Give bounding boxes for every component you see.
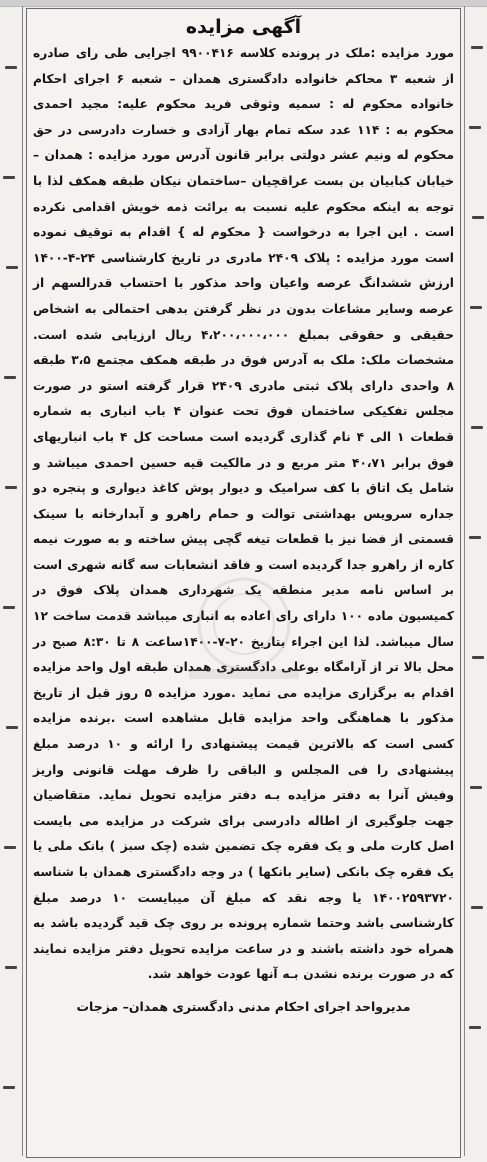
text-fragment-mark bbox=[469, 536, 481, 539]
text-fragment-mark bbox=[3, 176, 15, 179]
text-fragment-mark bbox=[3, 1086, 15, 1089]
text-fragment-mark bbox=[470, 786, 482, 789]
notice-body: مورد مزایده :ملک در پرونده کلاسه ۹۹۰۰۴۱۶ اجرایی طی رای صادره از شعبه ۳ محاکم خانواده دادگستری همدان – شعبه ۶ اجرای احکام خانواده محکوم له : سمیه وثوقی فرید محکوم علیه: مجید احمدی محکوم به : ۱۱۴ عدد سکه تمام بهار آزادی و خسارت دادرسی در حق محکوم له ونیم عشر دولتی برابر قانون آدرس مورد مزایده : همدان – خیابان کبابیان بن بست عراقچیان –ساختمان نیکان طبقه همکف لذا با توجه به اینکه محکوم علیه نسبت به برائت ذمه خویش اقدامی نکرده است . این اجرا به درخواست { محکوم له } اقدام به توقیف نموده است مورد مزایده : پلاک ۲۴۰۹ مادری در تاریخ کارشناسی ۲۴-۴-۱۴۰۰ ارزش ششدانگ عرصه واعیان واحد مذکور با احتساب قدرالسهم از عرصه وسایر مشاعات بدون در نظر گرفتن بدهی احتمالی به اشخاص حقیقی و حقوقی بمبلغ ۴،۲۰۰،۰۰۰،۰۰۰ ریال ارزیابی شده است. مشخصات ملک: ملک به آدرس فوق در طبقه همکف مجتمع ۳،۵ طبقه ۸ واحدی دارای پلاک ثبتی مادری ۲۴۰۹ قرار گرفته استو در صورت مجلس تفکیکی ساختمان فوق تحت عنوان ۴ باب انباری به شماره قطعات ۱ الی ۴ نام گذاری گردیده است مساحت کل ۴ باب انباریهای فوق برابر ۴۰،۷۱ متر مربع و در مالکیت قیه حسین احمدی میباشد و شامل یک اتاق با کف سرامیک و دیوار پوش کاغذ دیواری و پنجره دو جداره سرویس بهداشتی توالت و حمام راهرو و آبدارخانه با سینک قسمتی از فضا نیز با قطعات تیغه گچی پیش ساخته و به صورت نیمه کاره از راهرو جدا گردیده است و فاقد انشعابات سه گانه شهری است بر اساس نامه مدیر منطقه یک شهرداری همدان پلاک فوق در کمیسیون ماده ۱۰۰ دارای رای اعاده به انباری میباشد قدمت ساخت ۱۲ سال میباشد. لذا این اجراء بتاریخ ۲۰-۷-۱۴۰۰ساعت ۸ تا ۸:۳۰ صبح در محل بالا تر از آرامگاه بوعلی دادگستری همدان طبقه اول واحد مزایده اقدام به برگزاری مزایده می نماید .مورد مزایده ۵ روز قبل از تاریخ مذکور با هماهنگی واحد مزایده قابل مشاهده است .برنده مزایده کسی است که بالاترین قیمت پیشنهادی را ارائه و ۱۰ درصد مبلغ پیشنهادی را فی المجلس و الباقی را ظرف مهلت قانونی واریز وفیش آنرا به دفتر مزایده بـه دفتر مزایده تحویل نماید. متقاضیان جهت جلوگیری از اطاله دادرسی برای شرکت در مزایده می بایست اصل کارت ملی و یک فقره چک تضمین شده (چک سبز ) بانک ملی یا یک فقره چک بانکی (سایر بانکها ) در وجه دادگستری همدان با شناسه ۱۴۰۰۲۵۹۳۷۲۰ یا وجه نقد که مبلغ آن میبایست ۱۰ درصد مبلغ کارشناسی باشد وحتما شماره پرونده بر روی چک قید گردیده باشد به همراه خود داشته باشند و در ساعت مزایده تحویل دفتر مزایده نمایند که در صورت برنده نشدن بـه آنها عودت خواهد شد. bbox=[33, 46, 455, 982]
text-fragment-mark bbox=[4, 846, 16, 849]
text-fragment-mark bbox=[4, 376, 16, 379]
text-fragment-mark bbox=[5, 66, 17, 69]
adjacent-column-fragment-left bbox=[0, 6, 23, 1156]
text-fragment-mark bbox=[471, 46, 483, 49]
adjacent-column-fragment-right bbox=[464, 6, 487, 1156]
text-fragment-mark bbox=[472, 216, 484, 219]
text-fragment-mark bbox=[5, 966, 17, 969]
text-fragment-mark bbox=[469, 126, 481, 129]
auction-notice bbox=[26, 8, 461, 1158]
text-fragment-mark bbox=[5, 486, 17, 489]
text-fragment-mark bbox=[3, 606, 15, 609]
text-fragment-mark bbox=[6, 266, 18, 269]
text-fragment-mark bbox=[6, 726, 18, 729]
notice-title: آگهی مزایده bbox=[185, 16, 302, 38]
clipping-top-edge bbox=[0, 0, 487, 7]
text-fragment-mark bbox=[472, 656, 484, 659]
text-fragment-mark bbox=[471, 426, 483, 429]
text-fragment-mark bbox=[469, 1026, 481, 1029]
text-fragment-mark bbox=[470, 306, 482, 309]
notice-signature: مدیرواحد اجرای احکام مدنی دادگستری همدان– مزجات bbox=[76, 998, 411, 1014]
text-fragment-mark bbox=[471, 906, 483, 909]
